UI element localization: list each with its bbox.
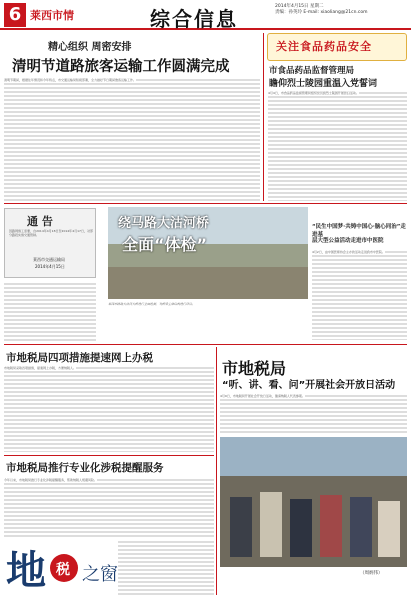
article1-title: 清明节道路旅客运输工作圆满完成 [12, 59, 230, 75]
article7-title-line1: 市地税局 [222, 359, 287, 378]
article8-title: 市地税局推行专业化涉税提醒服务 [6, 462, 164, 474]
article2-title-line1: 市食品药品监督管理局 [269, 66, 355, 76]
banner-text: 关注食品药品安全 [276, 40, 372, 53]
article2-text: 4月4日，市食品药品监督管理局组织党员到烈士陵园开展祭扫活动。 [268, 91, 359, 95]
article1-text: 清明节期间，根据往年情况和今年特点，市交通运输局积极部署，全力做好节日期间旅客运输工作。 [4, 78, 137, 82]
article4-title-line2: 全面“体检” [122, 235, 208, 254]
article6-body [4, 366, 214, 452]
article5-text: 4月2日，由中国医师协会主办的活动走进我市中医院。 [312, 250, 385, 254]
svg-text:税: 税 [56, 562, 70, 578]
article7-body [220, 394, 407, 434]
people-illustration [220, 437, 407, 567]
notice-date: 2014年4月15日 [35, 264, 65, 269]
article4-caption: 莱西市路政大沽河大桥进行全面检测，对桥梁主体结构进行评估。 [108, 302, 196, 306]
article8-text: 今年以来，市地税局推行专业化涉税提醒服务，帮助纳税人规避风险。 [4, 478, 98, 482]
article2-title-line2: 瞻仰烈士陵园重温入党誓词 [269, 79, 378, 89]
notice-box [4, 208, 96, 278]
article8-body [4, 478, 214, 538]
open-day-photo [220, 437, 407, 567]
svg-text:之窗: 之窗 [82, 564, 118, 585]
article7-text: 4月9日，市地税局开展社会开放日活动，邀请纳税人代表参观。 [220, 394, 305, 398]
section-divider-3 [4, 455, 214, 456]
notice-issuer: 莱西市交通运输局 [33, 257, 65, 262]
section-divider [4, 203, 407, 204]
date-line [275, 4, 409, 16]
article1-body [4, 78, 260, 201]
page-number: 6 [4, 3, 26, 27]
column-divider [263, 33, 264, 201]
food-safety-banner [267, 33, 407, 61]
article8-body-cont [118, 540, 214, 596]
section-label: 莱西市情 [30, 9, 74, 22]
section-title: 综合信息 [150, 7, 238, 31]
notice-title: 通 告 [27, 215, 53, 228]
article2-body [268, 91, 407, 201]
article7-title-line2: “听、讲、看、问”开展社会开放日活动 [222, 380, 396, 391]
issue-date: 2014年4月15日 星期二 [275, 4, 324, 9]
svg-text:地: 地 [6, 547, 46, 594]
article4-title-line1: 绕马路大沽河桥 [118, 216, 210, 231]
article6-title: 市地税局四项措施提速网上办税 [6, 352, 153, 364]
tax-logo-graphic [4, 540, 118, 596]
column-divider-2 [216, 347, 217, 595]
article5-body [312, 250, 407, 340]
article1-kicker: 精心组织 周密安排 [48, 42, 132, 53]
article5-title-line2: 层大型公益活动走进市中医院 [312, 238, 384, 244]
article5-title-line1: “民生中国梦·共铸中国心·脑心同治”走进基 [312, 224, 406, 238]
article6-text: 市地税局采取四项措施，提速网上办税，方便纳税人。 [4, 366, 77, 370]
section-divider-2 [4, 344, 407, 345]
editor-info: 责编：孙英玲 E-mail: xiaoliang@21cn.com [275, 10, 368, 15]
photo-credit: （周炳伟） [360, 571, 383, 576]
tax-window-logo [4, 540, 118, 596]
notice-body: 因路网施工需要，自2014年4月18日至2014年4月17日，对部分路段实施交通管制。 [9, 229, 93, 238]
article-left-body [4, 282, 96, 342]
